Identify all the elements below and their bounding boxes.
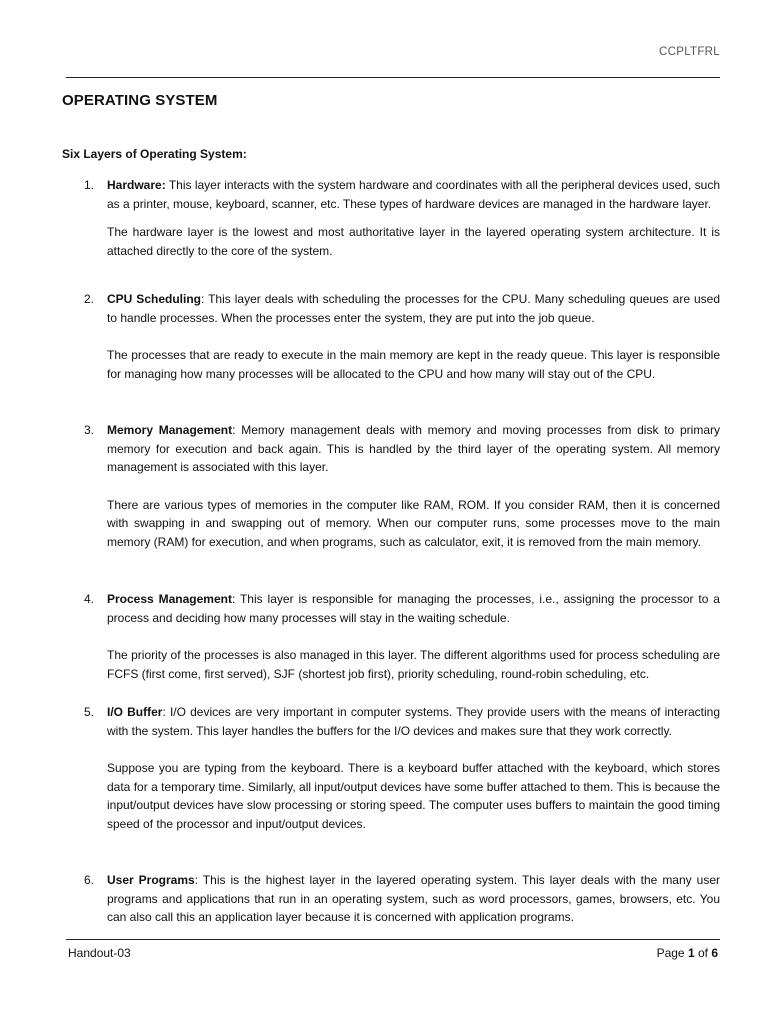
page-number bbox=[657, 946, 718, 960]
item-text: : This is the highest layer in the layered operating system. This layer deals with the many user programs and applications that run in an operating system, such as word processors, games, browsers, etc. You can also call this an application layer because it is concerned with application programs. bbox=[107, 873, 720, 925]
item-text: : This layer deals with scheduling the processes for the CPU. Many scheduling queues are used to handle processes. When the processes enter the system, they are put into the job queue. bbox=[107, 292, 720, 325]
item-paragraph-2: The processes that are ready to execute in the main memory are kept in the ready queue. This layer is responsible for managing how many processes will be allocated to the CPU and how many will stay out of the CPU. bbox=[107, 348, 720, 381]
header-rule bbox=[66, 77, 720, 78]
list-item-cpu-scheduling bbox=[84, 290, 720, 383]
document-code: CCPLTFRL bbox=[659, 46, 720, 58]
page-title: OPERATING SYSTEM bbox=[62, 92, 218, 109]
list-item-user-programs bbox=[84, 871, 720, 927]
item-text: This layer interacts with the system hardware and coordinates with all the peripheral devices used, such as a printer, mouse, keyboard, scanner, etc. These types of hardware devices are managed in the hardware layer. bbox=[107, 178, 720, 211]
list-number: 6. bbox=[84, 873, 95, 887]
item-paragraph-2: The priority of the processes is also managed in this layer. The different algorithms used for process scheduling are FCFS (first come, first served), SJF (shortest job first), priority scheduling, round-robin scheduling, etc. bbox=[107, 648, 720, 681]
page-of: of bbox=[694, 946, 712, 960]
item-paragraph-2: Suppose you are typing from the keyboard. There is a keyboard buffer attached with the keyboard, which stores data for a temporary time. Similarly, all input/output devices have some buffer attached to them. This is because the input/output devices have slow processing or storing speed. The computer uses buffers to maintain the good timing speed of the processor and input/output devices. bbox=[107, 761, 720, 831]
item-term: Process Management bbox=[107, 592, 232, 606]
item-paragraph bbox=[107, 290, 720, 327]
handout-label: Handout-03 bbox=[68, 946, 131, 960]
list-number: 3. bbox=[84, 423, 95, 437]
item-paragraph bbox=[107, 176, 720, 213]
item-text: : This layer is responsible for managing the processes, i.e., assigning the processor to a process and deciding how many processes will stay in the waiting schedule. bbox=[107, 592, 720, 625]
page-current: 1 bbox=[687, 946, 695, 960]
item-term: CPU Scheduling bbox=[107, 292, 201, 306]
list-item-memory-management bbox=[84, 421, 720, 552]
item-text: : Memory management deals with memory and moving processes from disk to primary memory for execution and back again. This is handled by the third layer of the operating system. All memory management is associated with this layer. bbox=[107, 423, 720, 475]
item-paragraph bbox=[107, 871, 720, 927]
page-prefix: Page bbox=[656, 946, 688, 960]
list-number: 4. bbox=[84, 592, 95, 606]
item-term: Hardware: bbox=[107, 178, 166, 192]
footer-rule bbox=[66, 939, 720, 940]
item-term: Memory Management bbox=[107, 423, 233, 437]
item-paragraph bbox=[107, 703, 720, 740]
item-paragraph bbox=[107, 590, 720, 627]
list-number: 2. bbox=[84, 292, 95, 306]
list-item-io-buffer bbox=[84, 703, 720, 834]
list-number: 1. bbox=[84, 178, 95, 192]
item-term: I/O Buffer bbox=[107, 705, 163, 719]
list-item-hardware bbox=[84, 176, 720, 260]
item-paragraph-2: The hardware layer is the lowest and most authoritative layer in the layered operating system architecture. It is attached directly to the core of the system. bbox=[107, 225, 720, 258]
item-text: : I/O devices are very important in computer systems. They provide users with the means of interacting with the system. This layer handles the buffers for the I/O devices and makes sure that they work correctly. bbox=[107, 705, 720, 738]
item-term: User Programs bbox=[107, 873, 195, 887]
section-subtitle: Six Layers of Operating System: bbox=[62, 147, 247, 161]
list-item-process-management bbox=[84, 590, 720, 683]
page-total: 6 bbox=[711, 946, 718, 960]
item-paragraph-2: There are various types of memories in the computer like RAM, ROM. If you consider RAM, then it is concerned with swapping in and swapping out of memory. When our computer runs, some processes move to the main memory (RAM) for execution, and when programs, such as calculator, exit, it is removed from the main memory. bbox=[107, 497, 720, 549]
item-paragraph bbox=[107, 421, 720, 477]
list-number: 5. bbox=[84, 705, 95, 719]
